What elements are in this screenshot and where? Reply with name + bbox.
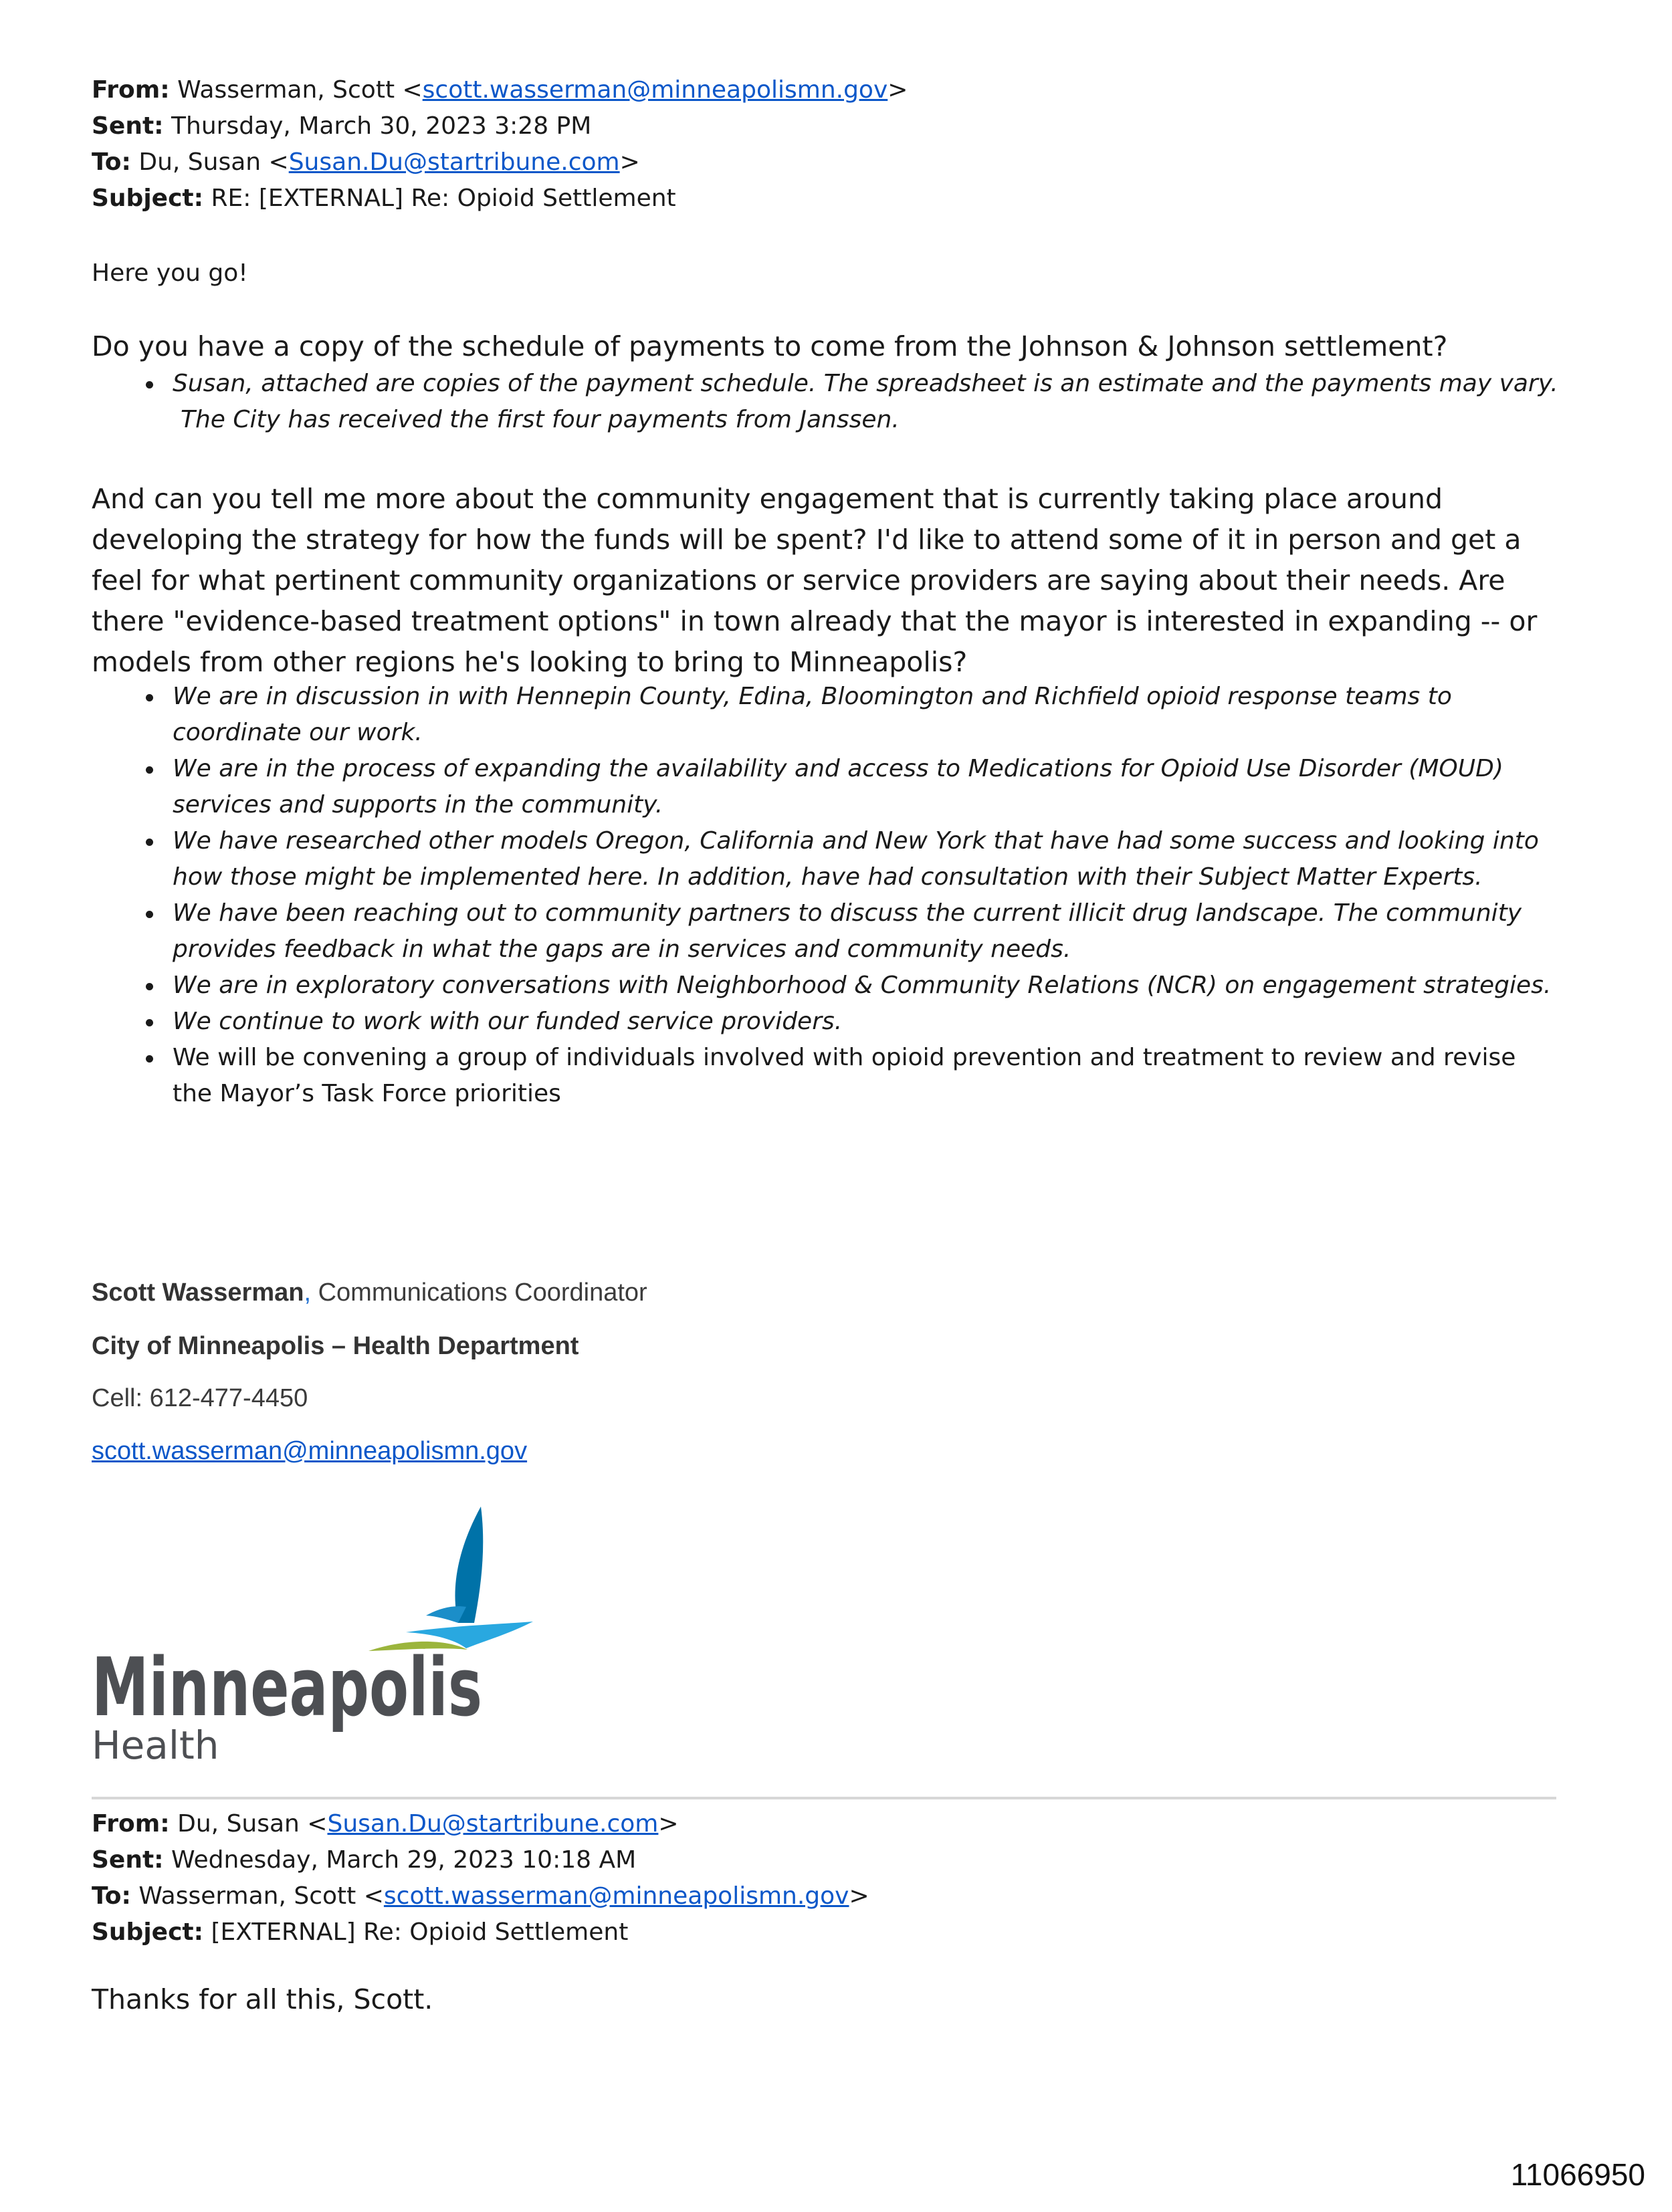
logo-sail-dark bbox=[455, 1507, 483, 1623]
document-number: 11066950 bbox=[1510, 2157, 1645, 2192]
email1-subject-line bbox=[92, 181, 1570, 217]
email2-from-line bbox=[92, 1806, 1570, 1842]
answer-2-bullet bbox=[138, 1004, 1562, 1040]
answer-2-bullet bbox=[138, 1040, 1562, 1112]
signature-title: Communications Coordinator bbox=[311, 1279, 647, 1307]
bullet-dot bbox=[146, 983, 153, 990]
signature-email bbox=[92, 1436, 527, 1466]
email1-header bbox=[92, 72, 1570, 217]
email1-to-line bbox=[92, 144, 1570, 181]
subject-value: [EXTERNAL] Re: Opioid Settlement bbox=[211, 1918, 629, 1946]
signature-org bbox=[92, 1331, 579, 1361]
from-name: Du, Susan < bbox=[177, 1810, 328, 1838]
bullet-text: We are in the process of expanding the availability and access to Medications for Opioid Use Disorder (MOUD) services and supports in the community. bbox=[173, 755, 1503, 818]
answer-2-bullet bbox=[138, 895, 1562, 968]
greeting: Here you go! bbox=[92, 259, 248, 287]
bullet-text: We have researched other models Oregon, California and New York that have had some success and looking into how those might be implemented here. In addition, have had consultation with their Subject Matter Experts. bbox=[173, 827, 1539, 891]
sent-label: Sent: bbox=[92, 1846, 164, 1874]
bullet-dot bbox=[146, 1055, 153, 1063]
to-label: To: bbox=[92, 1882, 131, 1910]
to-email-link[interactable]: scott.wasserman@minneapolismn.gov bbox=[383, 1882, 849, 1910]
bullet-text: We will be convening a group of individuals involved with opioid prevention and treatment to review and revise the Mayor’s Task Force priorities bbox=[173, 1044, 1516, 1107]
answer-2-bullet bbox=[138, 679, 1562, 751]
from-email-link[interactable]: scott.wasserman@minneapolismn.gov bbox=[422, 76, 888, 104]
to-label: To: bbox=[92, 148, 131, 176]
email1-from-line bbox=[92, 72, 1570, 108]
minneapolis-health-logo bbox=[92, 1501, 533, 1768]
to-close: > bbox=[619, 148, 640, 176]
logo-wordmark: Minneapolis bbox=[92, 1642, 482, 1735]
sent-value: Thursday, March 30, 2023 3:28 PM bbox=[171, 112, 592, 140]
question-2: And can you tell me more about the community engagement that is currently taking place around developing the strategy for how the funds will be spent? I'd like to attend some of it in person and get a feel for what pertinent community organizations or service providers are saying about their needs. Are there "evidence-based treatment options" in town already that the mayor is interested in expanding -- or models from other regions he's looking to bring to Minneapolis? bbox=[92, 483, 1538, 678]
logo-subtitle: Health bbox=[92, 1723, 219, 1768]
from-label: From: bbox=[92, 1810, 170, 1838]
bullet-dot bbox=[146, 839, 153, 846]
signature-comma: , bbox=[304, 1279, 312, 1307]
to-name: Wasserman, Scott < bbox=[138, 1882, 384, 1910]
bullet-text: We are in exploratory conversations with Neighborhood & Community Relations (NCR) on engagement strategies. bbox=[173, 972, 1552, 999]
question-1: Do you have a copy of the schedule of payments to come from the Johnson & Johnson settlement? bbox=[92, 330, 1448, 362]
signature-name-line bbox=[92, 1277, 647, 1308]
bullet-dot bbox=[146, 1019, 153, 1026]
bullet-text: We continue to work with our funded service providers. bbox=[173, 1008, 843, 1035]
email2-sent-line bbox=[92, 1842, 1570, 1878]
email1-sent-line bbox=[92, 108, 1570, 144]
sent-label: Sent: bbox=[92, 112, 164, 140]
bullet-text: We have been reaching out to community partners to discuss the current illicit drug landscape. The community provides feedback in what the gaps are in services and community needs. bbox=[173, 899, 1522, 963]
signature-email-link[interactable]: scott.wasserman@minneapolismn.gov bbox=[92, 1437, 528, 1465]
email2-header bbox=[92, 1806, 1570, 1951]
answer-1-bullet bbox=[138, 366, 1562, 438]
signature-cell: Cell: 612-477-4450 bbox=[92, 1384, 308, 1412]
answer-2-list bbox=[138, 679, 1562, 1112]
subject-label: Subject: bbox=[92, 1918, 204, 1946]
bullet-dot bbox=[146, 766, 153, 774]
to-email-link[interactable]: Susan.Du@startribune.com bbox=[288, 148, 620, 176]
from-name: Wasserman, Scott < bbox=[177, 76, 423, 104]
from-close: > bbox=[887, 76, 908, 104]
answer-2-bullet bbox=[138, 823, 1562, 895]
answer-2-bullet bbox=[138, 751, 1562, 823]
answer-1-text-cont: The City has received the first four payments from Janssen. bbox=[181, 406, 900, 433]
to-close: > bbox=[849, 1882, 869, 1910]
signature-name: Scott Wasserman bbox=[92, 1279, 304, 1307]
email2-to-line bbox=[92, 1878, 1570, 1914]
subject-value: RE: [EXTERNAL] Re: Opioid Settlement bbox=[211, 185, 676, 212]
to-name: Du, Susan < bbox=[138, 148, 289, 176]
sent-value: Wednesday, March 29, 2023 10:18 AM bbox=[171, 1846, 637, 1874]
from-label: From: bbox=[92, 76, 170, 104]
bullet-dot bbox=[146, 381, 153, 389]
answer-1-text: Susan, attached are copies of the payment schedule. The spreadsheet is an estimate and the payments may vary. bbox=[173, 370, 1558, 397]
answer-1-list bbox=[138, 366, 1562, 438]
email2-body: Thanks for all this, Scott. bbox=[92, 1983, 433, 2015]
signature-org-text: City of Minneapolis – Health Department bbox=[92, 1332, 579, 1360]
email2-subject-line bbox=[92, 1914, 1570, 1951]
from-email-link[interactable]: Susan.Du@startribune.com bbox=[327, 1810, 659, 1838]
subject-label: Subject: bbox=[92, 185, 204, 212]
email-divider bbox=[92, 1797, 1556, 1799]
bullet-dot bbox=[146, 911, 153, 918]
answer-2-bullet bbox=[138, 968, 1562, 1004]
bullet-dot bbox=[146, 694, 153, 701]
from-close: > bbox=[658, 1810, 679, 1838]
bullet-text: We are in discussion in with Hennepin County, Edina, Bloomington and Richfield opioid response teams to coordinate our work. bbox=[173, 683, 1452, 746]
